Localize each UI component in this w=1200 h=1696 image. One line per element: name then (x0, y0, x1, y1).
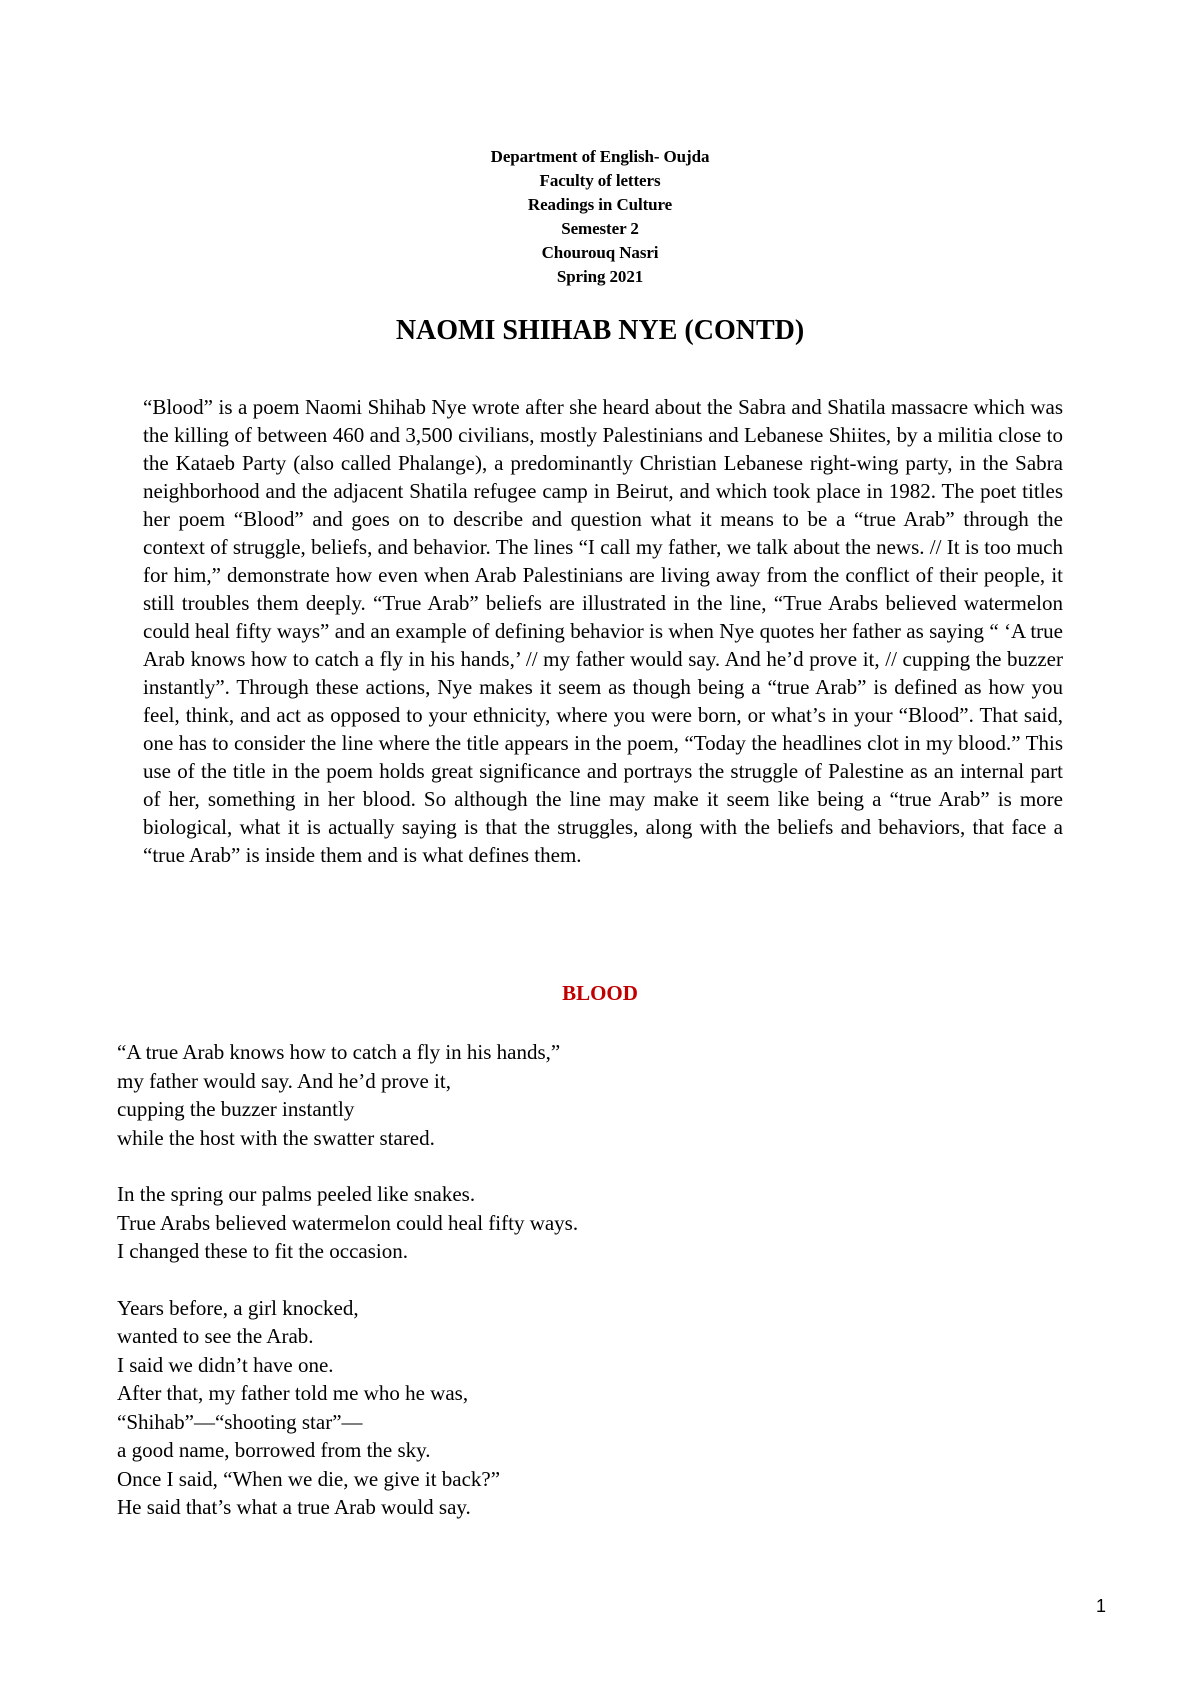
instructor-line: Chourouq Nasri (541, 243, 659, 262)
faculty-line: Faculty of letters (539, 171, 661, 190)
poem-stanza-3 (117, 1294, 1017, 1522)
poem-line: He said that’s what a true Arab would say. (117, 1495, 471, 1519)
poem-line: I changed these to fit the occasion. (117, 1239, 408, 1263)
page-number: 1 (1095, 1596, 1106, 1616)
poem-line: while the host with the swatter stared. (117, 1125, 435, 1150)
poem-body (117, 1038, 1017, 1550)
poem-line: Once I said, “When we die, we give it back?” (117, 1466, 501, 1491)
poem-stanza-1 (117, 1038, 1017, 1152)
poem-line: True Arabs believed watermelon could heal fifty ways. (117, 1210, 579, 1235)
poem-line: In the spring our palms peeled like snakes. (117, 1182, 476, 1206)
document-header (0, 145, 1200, 289)
poem-line: After that, my father told me who he was, (117, 1381, 469, 1405)
essay-paragraph: “Blood” is a poem Naomi Shihab Nye wrote after she heard about the Sabra and Shatila massacre which was the killing of between 460 and 3,500 civilians, mostly Palestinians and Lebanese Shiites, by a militia close to the Kataeb Party (also called Phalange), a predominantly Christian Lebanese right-wing party, in the Sabra neighborhood and the adjacent Shatila refugee camp in Beirut, and which took place in 1982. The poet titles her poem “Blood” and goes on to describe and question what it means to be a “true Arab” through the context of struggle, beliefs, and behavior. The lines “I call my father, we talk about the news. // It is too much for him,” demonstrate how even when Arab Palestinians are living away from the conflict of their people, it still troubles them deeply. “True Arab” beliefs are illustrated in the line, “True Arabs believed watermelon could heal fifty ways” and an example of defining behavior is when Nye quotes her father as saying “ ‘A true Arab knows how to catch a fly in his hands,’ // my father would say. And he’d prove it, // cupping the buzzer instantly”. Through these actions, Nye makes it seem as though being a “true Arab” is defined as how you feel, think, and act as opposed to your ethnicity, where you were born, or what’s in your “Blood”. That said, one has to consider the line where the title appears in the poem, “Today the headlines clot in my blood.” This use of the title in the poem holds great significance and portrays the struggle of Palestine as an internal part of her, something in her blood. So although the line may make it seem like being a “true Arab” is more biological, what it is actually saying is that the struggles, along with the beliefs and behaviors, that face a “true Arab” is inside them and is what defines them. (143, 395, 1063, 867)
term-line: Spring 2021 (556, 267, 644, 286)
poem-line: “Shihab”—“shooting star”— (117, 1409, 363, 1434)
poem-line: I said we didn’t have one. (117, 1352, 334, 1377)
document-title: NAOMI SHIHAB NYE (CONTD) (395, 315, 805, 346)
poem-line: Years before, a girl knocked, (117, 1295, 359, 1320)
course-line: Readings in Culture (527, 195, 673, 214)
poem-stanza-2 (117, 1180, 1017, 1266)
semester-line: Semester 2 (561, 219, 639, 238)
poem-line: cupping the buzzer instantly (117, 1097, 355, 1121)
department-line: Department of English- Oujda (490, 147, 710, 166)
poem-line: my father would say. And he’d prove it, (117, 1068, 451, 1093)
poem-line: a good name, borrowed from the sky. (117, 1438, 431, 1462)
poem-title: BLOOD (562, 981, 638, 1005)
poem-line: wanted to see the Arab. (117, 1324, 314, 1348)
poem-line: “A true Arab knows how to catch a fly in his hands,” (117, 1040, 561, 1064)
